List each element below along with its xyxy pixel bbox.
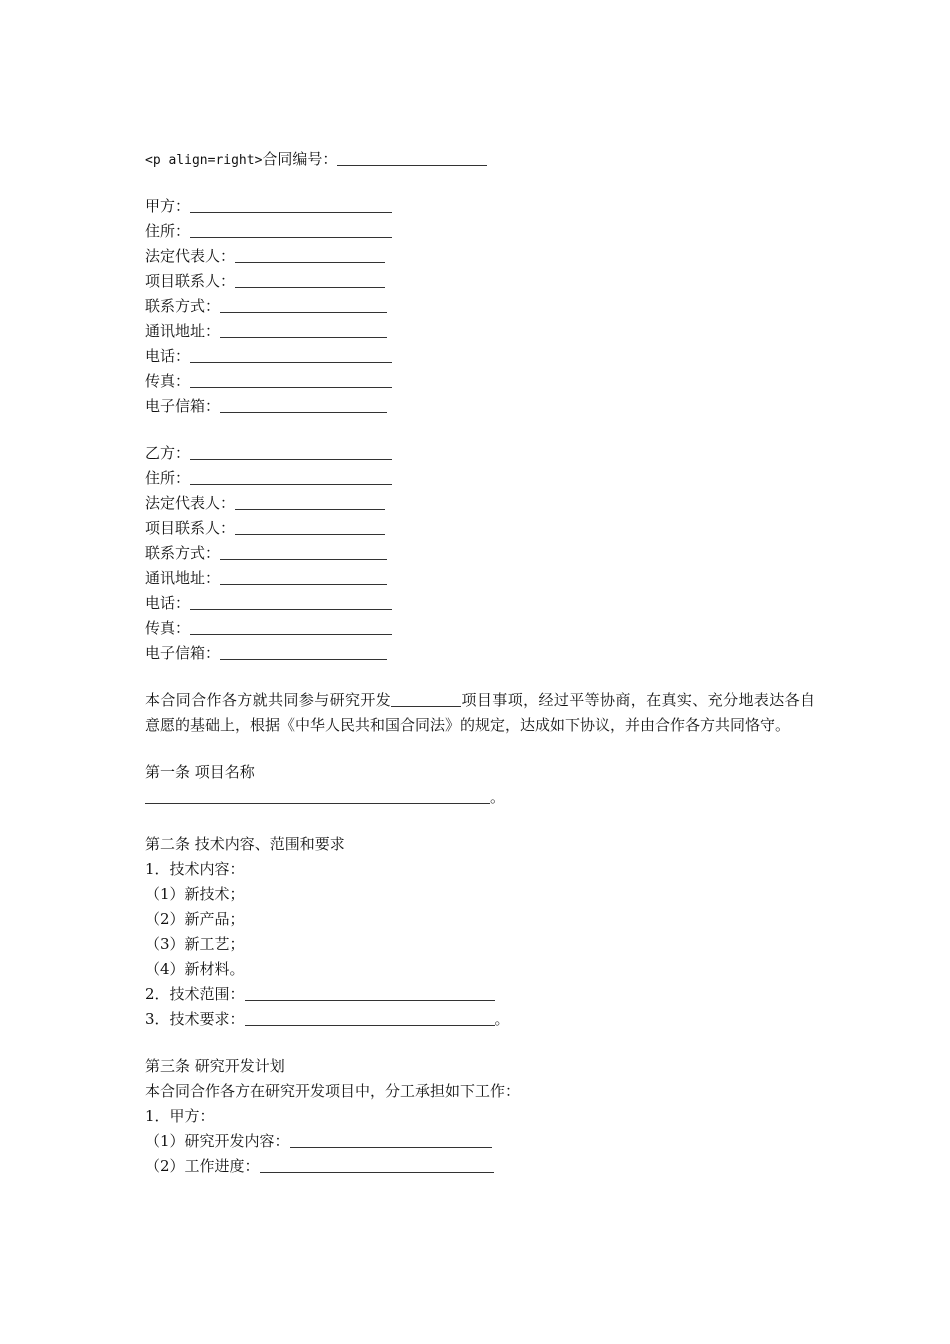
party-b-phone-blank[interactable] bbox=[190, 594, 392, 610]
tech-sub-new-process: （3）新工艺； bbox=[145, 935, 245, 953]
party-b-legal-rep-blank[interactable] bbox=[235, 494, 385, 510]
party-a-legal-rep-label: 法定代表人： bbox=[145, 247, 236, 265]
party-a-fax-blank[interactable] bbox=[190, 372, 392, 388]
party-b-contact-method-label: 联系方式： bbox=[145, 544, 221, 562]
intro-text-part2: 项目事项，经过平等协商，在真实、充分地表达各自意愿的基础上，根据《中华人民共和国合同法》的规定，达成如下协议，并由合作各方共同恪守。 bbox=[145, 691, 815, 734]
work-progress-label: （2）工作进度： bbox=[145, 1157, 260, 1175]
intro-text-part1: 本合同合作各方就共同参与研究开发 bbox=[145, 691, 392, 709]
party-b-email-label: 电子信箱： bbox=[145, 644, 221, 662]
party-a-phone-blank[interactable] bbox=[190, 347, 392, 363]
article-1-end-mark: 。 bbox=[490, 788, 506, 806]
contract-number-line bbox=[145, 147, 815, 172]
article-3 bbox=[145, 1054, 815, 1179]
contract-number-label: 合同编号： bbox=[262, 150, 338, 168]
party-a-blank[interactable] bbox=[190, 197, 392, 213]
party-b-blank[interactable] bbox=[190, 444, 392, 460]
party-b-section bbox=[145, 441, 815, 666]
party-a-phone-label: 电话： bbox=[145, 347, 191, 365]
tech-sub-new-technology: （1）新技术； bbox=[145, 885, 245, 903]
tech-content-label: 1．技术内容： bbox=[145, 860, 245, 878]
party-b-fax-blank[interactable] bbox=[190, 619, 392, 635]
party-a-mail-address-blank[interactable] bbox=[220, 322, 387, 338]
raw-html-tag: <p align=right> bbox=[145, 153, 263, 168]
tech-requirement-label: 3．技术要求： bbox=[145, 1010, 245, 1028]
party-a-contact-method-label: 联系方式： bbox=[145, 297, 221, 315]
party-b-legal-rep-label: 法定代表人： bbox=[145, 494, 236, 512]
rd-content-blank[interactable] bbox=[290, 1132, 492, 1148]
tech-requirement-blank[interactable] bbox=[245, 1010, 495, 1026]
party-a-email-label: 电子信箱： bbox=[145, 397, 221, 415]
party-a-label: 甲方： bbox=[145, 197, 191, 215]
tech-scope-blank[interactable] bbox=[245, 985, 495, 1001]
party-a-address-label: 住所： bbox=[145, 222, 191, 240]
tech-sub-new-material: （4）新材料。 bbox=[145, 960, 245, 978]
article-3-description: 本合同合作各方在研究开发项目中，分工承担如下工作： bbox=[145, 1082, 521, 1100]
party-b-mail-address-blank[interactable] bbox=[220, 569, 387, 585]
party-b-contact-method-blank[interactable] bbox=[220, 544, 387, 560]
party-b-fax-label: 传真： bbox=[145, 619, 191, 637]
party-b-contact-person-label: 项目联系人： bbox=[145, 519, 236, 537]
party-b-address-blank[interactable] bbox=[190, 469, 392, 485]
contract-document bbox=[145, 147, 815, 1179]
party-a-legal-rep-blank[interactable] bbox=[235, 247, 385, 263]
party-a-contact-method-blank[interactable] bbox=[220, 297, 387, 313]
party-b-phone-label: 电话： bbox=[145, 594, 191, 612]
party-a-fax-label: 传真： bbox=[145, 372, 191, 390]
party-b-email-blank[interactable] bbox=[220, 644, 387, 660]
contract-number-blank[interactable] bbox=[337, 150, 487, 166]
intro-paragraph bbox=[145, 688, 815, 738]
tech-scope-label: 2．技术范围： bbox=[145, 985, 245, 1003]
party-a-mail-address-label: 通讯地址： bbox=[145, 322, 221, 340]
article-1-title: 第一条 项目名称 bbox=[145, 763, 255, 781]
party-a-email-blank[interactable] bbox=[220, 397, 387, 413]
article-3-title: 第三条 研究开发计划 bbox=[145, 1057, 285, 1075]
article-2-end-mark: 。 bbox=[494, 1010, 510, 1028]
project-name-blank[interactable] bbox=[145, 788, 490, 804]
party-b-label: 乙方： bbox=[145, 444, 191, 462]
work-progress-blank[interactable] bbox=[260, 1157, 494, 1173]
tech-sub-new-product: （2）新产品； bbox=[145, 910, 245, 928]
article-2-title: 第二条 技术内容、范围和要求 bbox=[145, 835, 345, 853]
party-b-contact-person-blank[interactable] bbox=[235, 519, 385, 535]
party-b-address-label: 住所： bbox=[145, 469, 191, 487]
article-1 bbox=[145, 760, 815, 810]
party-a-address-blank[interactable] bbox=[190, 222, 392, 238]
party-b-mail-address-label: 通讯地址： bbox=[145, 569, 221, 587]
intro-project-blank[interactable] bbox=[391, 691, 461, 707]
rd-content-label: （1）研究开发内容： bbox=[145, 1132, 290, 1150]
party-a-section bbox=[145, 194, 815, 419]
party-a-duty-label: 1．甲方： bbox=[145, 1107, 215, 1125]
party-a-contact-person-blank[interactable] bbox=[235, 272, 385, 288]
party-a-contact-person-label: 项目联系人： bbox=[145, 272, 236, 290]
article-2 bbox=[145, 832, 815, 1032]
